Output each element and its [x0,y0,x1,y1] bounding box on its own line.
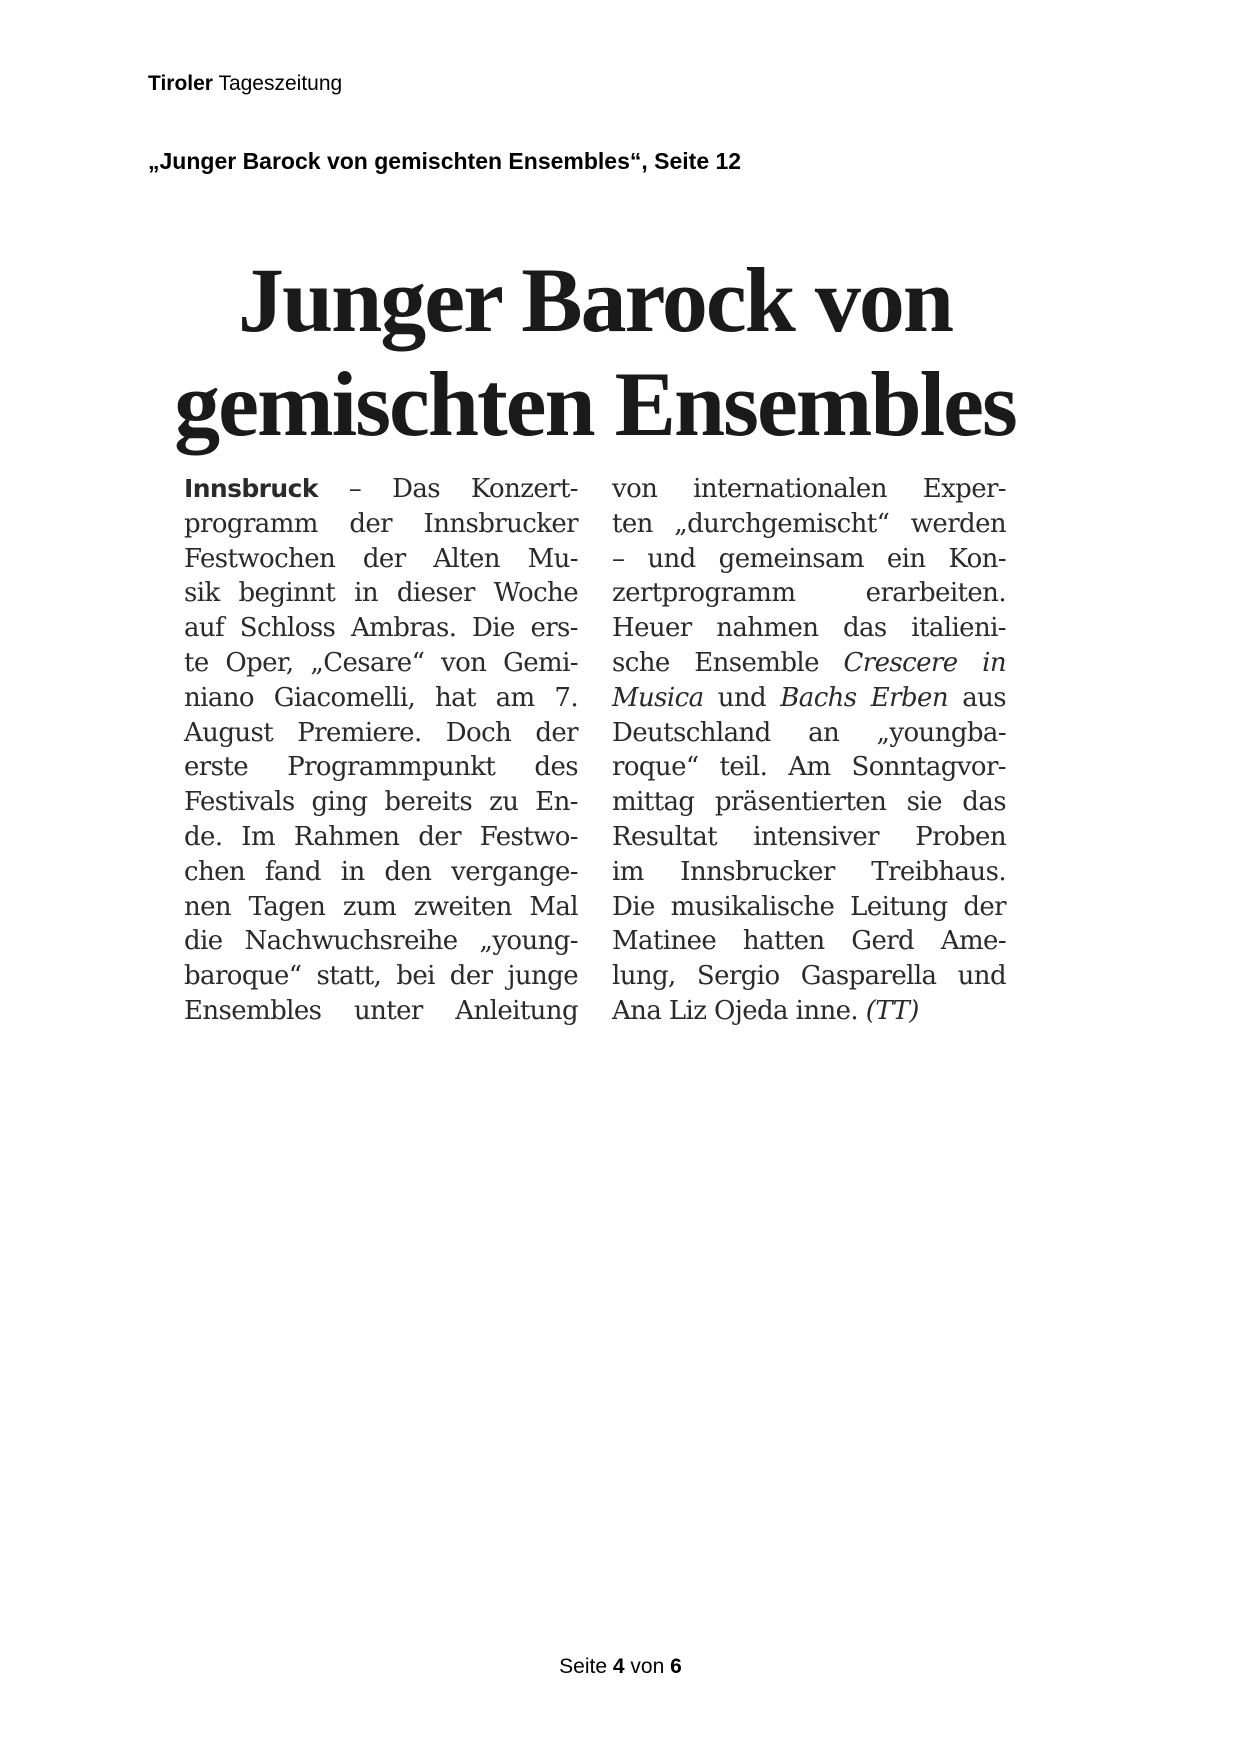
article-text: chen fand in den vergange- [184,856,578,887]
article-text: programm der Innsbrucker [184,508,578,539]
article-line [612,785,1006,820]
article-line [612,959,1006,994]
article-text: Ana Liz Ojeda inne. [612,995,866,1026]
article-reference: „Junger Barock von gemischten Ensembles“, Seite 12 [148,148,742,174]
publication-name-rest: Tageszeitung [218,72,343,95]
article-text: ten „durchgemischt“ werden [612,508,1006,539]
article-text: sik beginnt in dieser Woche [184,578,578,609]
article-line [612,820,1006,855]
article-line [612,646,1006,681]
article-line [612,507,1006,542]
article-text: die Nachwuchsreihe „young- [184,926,578,957]
article-text: und [703,682,781,713]
article-line [612,750,1006,785]
article-line [184,994,578,1029]
article-text: mittag präsentierten sie das [612,787,1006,818]
article-text: lung, Sergio Gasparella und [612,961,1006,992]
article-line [184,611,578,646]
article-line [184,890,578,925]
article-line [612,576,1006,611]
article-text: Festwochen der Alten Mu- [184,543,578,574]
article-line [612,681,1006,716]
italic-text: Crescere in [843,647,1006,678]
article-text: Festivals ging bereits zu En- [184,787,578,818]
article-line [184,924,578,959]
current-page: 4 [612,1655,625,1678]
italic-text: Bachs Erben [780,682,948,713]
article-text: August Premiere. Doch der [184,717,578,748]
italic-text: (TT) [865,995,919,1026]
total-pages: 6 [670,1655,682,1678]
article-text: Heuer nahmen das italieni- [612,613,1006,644]
article-line [612,994,1006,1029]
article-text: sche Ensemble [612,647,844,678]
article-text: de. Im Rahmen der Festwo- [184,821,578,852]
article-text: baroque“ statt, bei der junge [184,961,578,992]
article-text: Deutschland an „youngba- [612,717,1006,748]
article-line [612,890,1006,925]
article-text: Die musikalische Leitung der [612,891,1006,922]
article-text: – Das Konzert- [317,474,578,504]
article-column-left [184,472,578,1029]
article-text: aus [947,682,1006,713]
article-text: – und gemeinsam ein Kon- [612,543,1006,574]
article-text: zertprogramm erarbeiten. [612,578,1006,609]
article-line [612,542,1006,577]
article-text: im Innsbrucker Treibhaus. [612,856,1006,887]
article-line [184,646,578,681]
publication-name-bold: Tiroler [148,72,213,95]
page-of-label: von [630,1655,665,1678]
article-column-right [612,472,1006,1029]
article-line [184,820,578,855]
article-line [612,472,1006,507]
article-text: von internationalen Exper- [612,474,1006,504]
article-line [184,785,578,820]
article-text: nen Tagen zum zweiten Mal [184,891,578,922]
article-line [184,750,578,785]
article-line [184,681,578,716]
article-line [612,611,1006,646]
article-text: roque“ teil. Am Sonntagvor- [612,752,1006,783]
dateline: Innsbruck [184,474,318,503]
article-headline [150,248,1040,456]
headline-line-2: gemischten Ensembles [174,353,1016,455]
page-label: Seite [559,1655,608,1678]
article-text: auf Schloss Ambras. Die ers- [184,613,578,644]
italic-text: Musica [612,682,704,713]
article-line [184,855,578,890]
article-line [184,472,578,507]
article-text: Resultat intensiver Proben [612,821,1006,852]
headline-line-1: Junger Barock von [237,249,953,351]
page-number [0,1655,1241,1679]
article-line [184,576,578,611]
article-text: erste Programmpunkt des [184,752,578,783]
article-line [612,716,1006,751]
article-line [612,924,1006,959]
article-line [612,855,1006,890]
article-line [184,959,578,994]
article-line [184,716,578,751]
article-line [184,542,578,577]
article-text: Matinee hatten Gerd Ame- [612,926,1006,957]
publication-name [148,72,342,96]
article-text: te Oper, „Cesare“ von Gemi- [184,647,578,678]
article-line [184,507,578,542]
article-text: niano Giacomelli, hat am 7. [184,682,578,713]
article-text: Ensembles unter Anleitung [184,995,578,1026]
